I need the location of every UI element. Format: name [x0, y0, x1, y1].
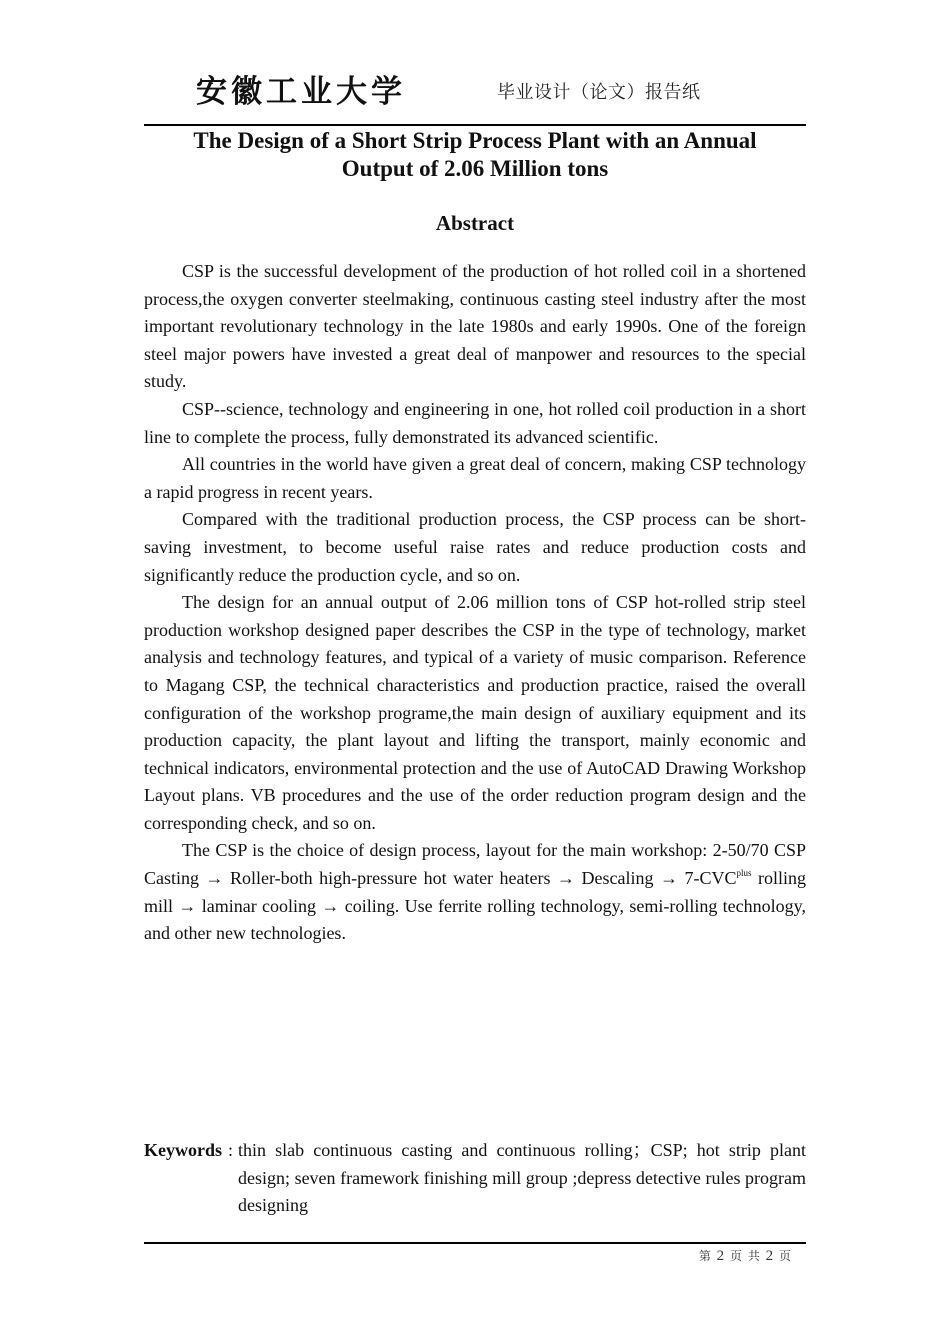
abstract-heading: Abstract: [435, 211, 515, 235]
title-line-2: Output of 2.06 Million tons: [341, 156, 609, 181]
page-number: [699, 1247, 792, 1265]
abstract-body: [144, 258, 806, 948]
paragraph-6-part-2: rolling mill → laminar cooling → coiling. Use ferrite rolling technology, semi-rolling technology, and other new technologies.: [144, 868, 806, 944]
keywords-colon: :: [228, 1140, 234, 1160]
page-prefix: 第: [698, 1249, 712, 1263]
page-header: [144, 64, 806, 124]
page-suffix: 页: [778, 1249, 792, 1263]
footer-divider: [144, 1242, 806, 1244]
document-title: [144, 127, 806, 183]
total-pages: 2: [765, 1248, 775, 1264]
abstract-paragraph-1: CSP is the successful development of the production of hot rolled coil in a shortened process,the oxygen converter steelmaking, continuous casting steel industry after the most important revolutionary technology in the late 1980s and early 1990s. One of the foreign steel major powers have invested a great deal of manpower and resources to the special study.: [144, 261, 806, 392]
header-subtitle: 毕业设计（论文）报告纸: [497, 82, 701, 103]
header-divider: [144, 124, 806, 126]
paragraph-6-part-1: The CSP is the choice of design process, layout for the main workshop: 2-50/70 CSP Casting → Roller-both high-pressure hot water heaters → Descaling → 7-CVC: [144, 840, 806, 889]
keywords-block: [144, 1137, 806, 1220]
page-mid: 页 共: [730, 1249, 761, 1263]
title-line-1: The Design of a Short Strip Process Plant with an Annual: [193, 128, 757, 153]
abstract-paragraph-2: CSP--science, technology and engineering in one, hot rolled coil production in a short line to complete the process, fully demonstrated its advanced scientific.: [144, 398, 806, 447]
abstract-paragraph-3: All countries in the world have given a great deal of concern, making CSP technology a rapid progress in recent years.: [144, 454, 806, 502]
university-logo: 安徽工业大学: [196, 74, 406, 110]
cvc-superscript: plus: [736, 868, 752, 879]
current-page: 2: [716, 1248, 726, 1264]
keywords-label: Keywords: [144, 1140, 222, 1160]
keywords-text: thin slab continuous casting and continuous rolling；CSP; hot strip plant design; seven framework finishing mill group ;depress detective rules program designing: [238, 1140, 806, 1216]
abstract-paragraph-5: The design for an annual output of 2.06 million tons of CSP hot-rolled strip steel production workshop designed paper describes the CSP in the type of technology, market analysis and technology features, and typical of a variety of music comparison. Reference to Magang CSP, the technical characteristics and production practice, raised the overall configuration of the workshop programe,the main design of auxiliary equipment and its production capacity, the plant layout and lifting the transport, mainly economic and technical indicators, environmental protection and the use of AutoCAD Drawing Workshop Layout plans. VB procedures and the use of the order reduction program design and the corresponding check, and so on.: [144, 592, 806, 833]
abstract-paragraph-6: [144, 837, 806, 947]
abstract-paragraph-4: Compared with the traditional production process, the CSP process can be short-saving investment, to become useful raise rates and reduce production costs and significantly reduce the production cycle, and so on.: [144, 509, 806, 585]
